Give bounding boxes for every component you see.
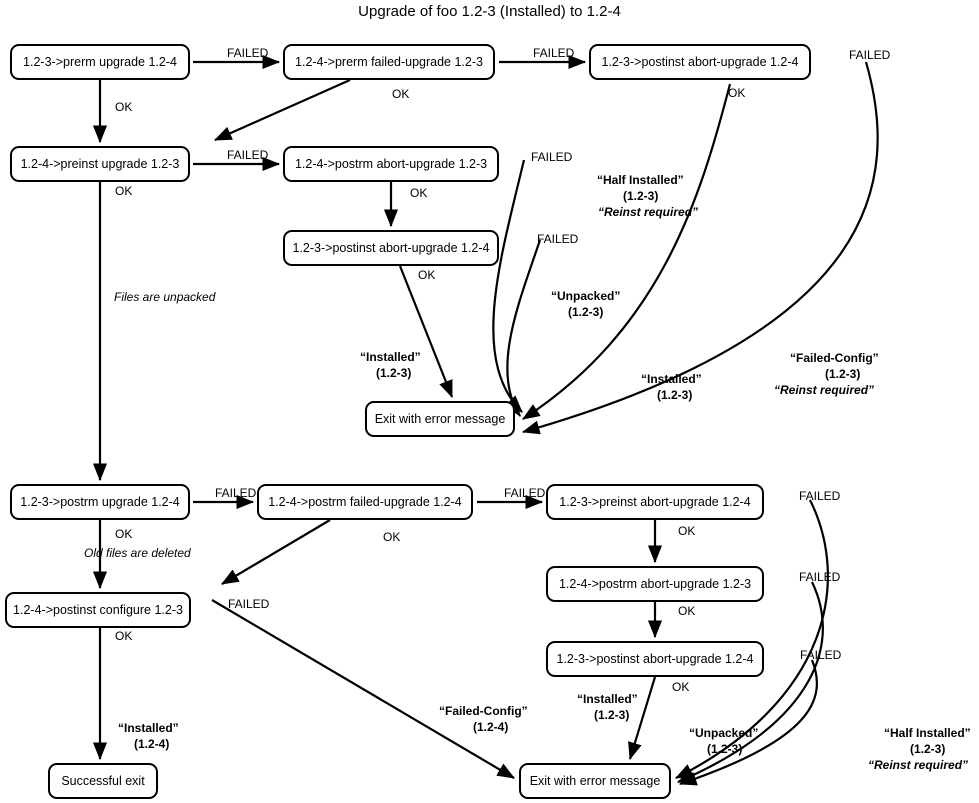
state-label: “Unpacked” <box>551 289 621 303</box>
state-label: “Failed-Config” <box>790 351 879 365</box>
edge-label: FAILED <box>228 597 270 611</box>
node-postinst-abort-upgrade-mid: 1.2-3->postinst abort-upgrade 1.2-4 <box>283 230 499 266</box>
state-label: (1.2-3) <box>568 305 604 319</box>
state-label: “Installed” <box>641 372 702 386</box>
edge-label: OK <box>672 680 690 694</box>
edge-label: OK <box>728 86 746 100</box>
node-exit-with-error-top: Exit with error message <box>365 401 515 437</box>
state-label: (1.2-3) <box>657 388 693 402</box>
node-prerm-upgrade: 1.2-3->prerm upgrade 1.2-4 <box>10 44 190 80</box>
node-postinst-configure: 1.2-4->postinst configure 1.2-3 <box>5 592 191 628</box>
state-label: “Installed” <box>577 692 638 706</box>
node-postrm-failed-upgrade: 1.2-4->postrm failed-upgrade 1.2-4 <box>257 484 473 520</box>
edge-label: FAILED <box>799 570 841 584</box>
state-label: (1.2-3) <box>825 367 861 381</box>
edge-label: OK <box>678 604 696 618</box>
edge-label: FAILED <box>504 486 546 500</box>
edge-label: FAILED <box>800 648 842 662</box>
state-label: “Reinst required” <box>598 205 699 219</box>
node-preinst-upgrade: 1.2-4->preinst upgrade 1.2-3 <box>10 146 190 182</box>
edge-label: FAILED <box>531 150 573 164</box>
state-label: (1.2-3) <box>910 742 946 756</box>
node-postrm-upgrade: 1.2-3->postrm upgrade 1.2-4 <box>10 484 190 520</box>
state-label: “Failed-Config” <box>439 704 528 718</box>
page-title: Upgrade of foo 1.2-3 (Installed) to 1.2-4 <box>358 3 621 20</box>
node-prerm-failed-upgrade: 1.2-4->prerm failed-upgrade 1.2-3 <box>283 44 495 80</box>
node-successful-exit: Successful exit <box>48 763 158 799</box>
state-label: (1.2-4) <box>134 737 170 751</box>
state-label: “Reinst required” <box>774 383 875 397</box>
edge-label: OK <box>392 87 410 101</box>
edge-label: OK <box>678 524 696 538</box>
edge-label: FAILED <box>799 489 841 503</box>
edge-label: FAILED <box>537 232 579 246</box>
edge-label: OK <box>115 184 133 198</box>
state-label: (1.2-4) <box>473 720 509 734</box>
edge-label: FAILED <box>215 486 257 500</box>
node-postrm-abort-upgrade-bottom: 1.2-4->postrm abort-upgrade 1.2-3 <box>546 566 764 602</box>
edge-label: FAILED <box>533 46 575 60</box>
edge-label: FAILED <box>849 48 891 62</box>
node-exit-with-error-bottom: Exit with error message <box>519 763 671 799</box>
state-label: (1.2-3) <box>623 189 659 203</box>
edge-label-old-files-deleted: Old files are deleted <box>84 546 191 560</box>
state-label: (1.2-3) <box>376 366 412 380</box>
state-label: (1.2-3) <box>594 708 630 722</box>
edge-label: OK <box>410 186 428 200</box>
edge-label: OK <box>115 100 133 114</box>
edge-label: OK <box>115 629 133 643</box>
edge-label-files-unpacked: Files are unpacked <box>114 290 216 304</box>
state-label: “Installed” <box>118 721 179 735</box>
node-postinst-abort-upgrade-top: 1.2-3->postinst abort-upgrade 1.2-4 <box>589 44 811 80</box>
edge-label: OK <box>418 268 436 282</box>
state-label: “Half Installed” <box>884 726 971 740</box>
state-label: “Unpacked” <box>689 726 759 740</box>
node-postinst-abort-upgrade-bottom: 1.2-3->postinst abort-upgrade 1.2-4 <box>546 641 764 677</box>
edge-label: FAILED <box>227 148 269 162</box>
state-label: (1.2-3) <box>707 742 743 756</box>
edge-label: OK <box>383 530 401 544</box>
node-preinst-abort-upgrade: 1.2-3->preinst abort-upgrade 1.2-4 <box>546 484 764 520</box>
edge-label: FAILED <box>227 46 269 60</box>
state-label: “Reinst required” <box>868 758 969 772</box>
edge-label: OK <box>115 527 133 541</box>
state-label: “Installed” <box>360 350 421 364</box>
state-label: “Half Installed” <box>597 173 684 187</box>
node-postrm-abort-upgrade: 1.2-4->postrm abort-upgrade 1.2-3 <box>283 146 499 182</box>
